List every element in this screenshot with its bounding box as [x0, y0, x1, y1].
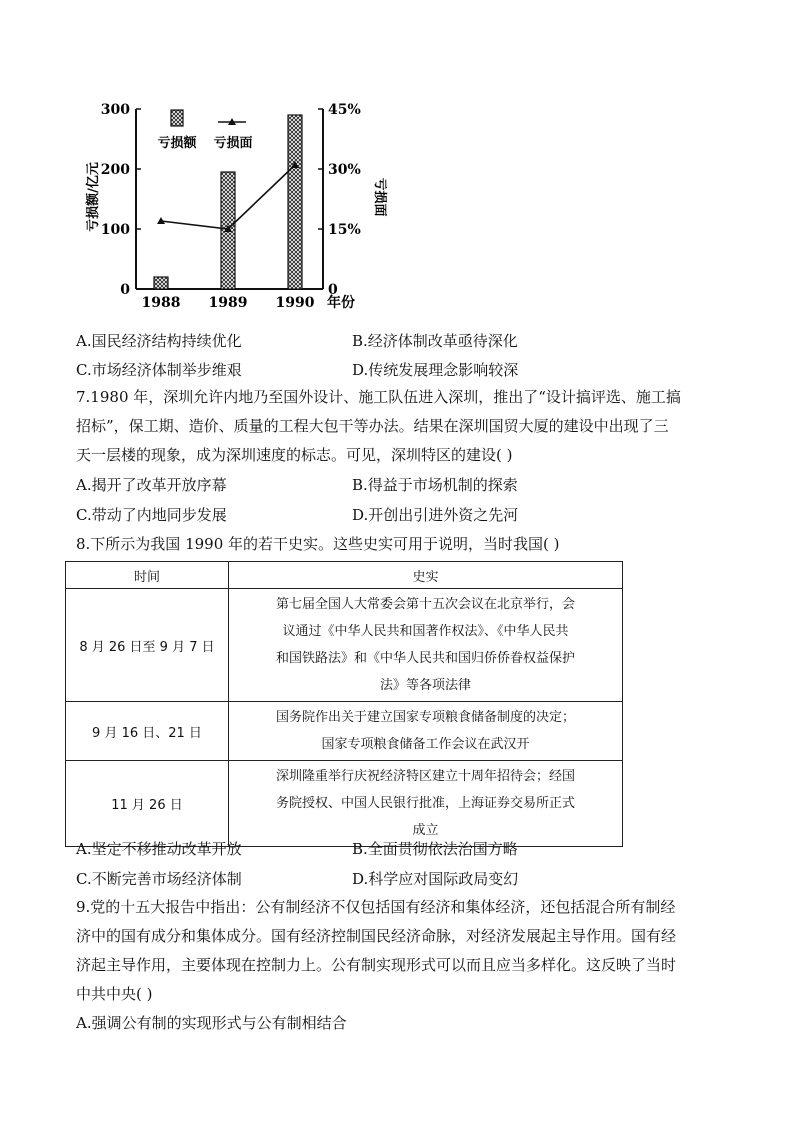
q9-stem — [76, 893, 726, 1009]
q9-option-a[interactable]: A.强调公有制的实现形式与公有制相结合 — [76, 1014, 347, 1032]
loss-rate-point — [157, 217, 165, 224]
q9-stem-line: 济中的国有成分和集体成分。国有经济控制国民经济命脉，对经济发展起主导作用。国有经 — [76, 927, 677, 945]
fact-line: 国务院作出关于建立国家专项粮食储备制度的决定； — [275, 710, 575, 725]
q7-stem — [76, 383, 726, 470]
q6-option-b[interactable]: B.经济体制改革亟待深化 — [352, 332, 518, 350]
q7-option-a[interactable]: A.揭开了改革开放序幕 — [76, 476, 227, 494]
table-header-fact: 史实 — [229, 562, 623, 589]
left-tick-label: 0 — [120, 282, 130, 298]
left-axis-title: 亏损额/亿元 — [86, 162, 101, 232]
legend-bar-label: 亏损额 — [157, 136, 197, 151]
q7-option-c[interactable]: C.带动了内地同步发展 — [76, 506, 227, 524]
category-label: 1990 — [275, 295, 315, 311]
q9-stem-line: 9.党的十五大报告中指出：公有制经济不仅包括国有经济和集体经济，还包括混合所有制经 — [76, 898, 676, 916]
q7-option-b[interactable]: B.得益于市场机制的探索 — [352, 476, 518, 494]
table-row — [66, 589, 623, 702]
q7-option-d[interactable]: D.开创出引进外资之先河 — [352, 506, 519, 524]
x-axis-label: 年份 — [327, 295, 355, 311]
loss-amount-bar — [154, 277, 168, 289]
q6-option-a[interactable]: A.国民经济结构持续优化 — [76, 332, 242, 350]
fact-line: 深圳隆重举行庆祝经济特区建立十周年招待会；经国 — [275, 769, 575, 784]
fact-line: 国家专项粮食储备工作会议在武汉开 — [321, 737, 530, 752]
q8-stem — [76, 530, 726, 559]
left-tick-label: 300 — [100, 102, 130, 118]
right-tick-label: 0 — [328, 282, 338, 298]
table-header-time: 时间 — [66, 562, 229, 589]
fact-line: 成立 — [412, 823, 439, 838]
right-axis-title: 亏损面 — [372, 177, 387, 217]
fact-line: 务院授权、中国人民银行批准，上海证券交易所正式 — [275, 796, 575, 811]
q9-stem-line: 济起主导作用，主要体现在控制力上。公有制实现形式可以而且应当多样化。这反映了当时 — [76, 956, 677, 974]
table-row — [66, 761, 623, 847]
q8-option-b[interactable]: B.全面贯彻依法治国方略 — [352, 840, 518, 858]
category-label: 1989 — [208, 295, 248, 311]
q7-stem-line: 天一层楼的现象，成为深圳速度的标志。可见，深圳特区的建设( ) — [76, 446, 513, 464]
table-cell-time: 9 月 16 日、21 日 — [66, 702, 229, 761]
q8-option-d[interactable]: D.科学应对国际政局变幻 — [352, 870, 519, 888]
history-facts-table — [65, 561, 623, 847]
table-cell-fact — [229, 702, 623, 761]
table-row — [66, 702, 623, 761]
table-cell-fact — [229, 589, 623, 702]
q6-option-c[interactable]: C.市场经济体制举步维艰 — [76, 361, 242, 379]
right-tick-label: 30% — [328, 162, 361, 178]
table-cell-time: 8 月 26 日至 9 月 7 日 — [66, 589, 229, 702]
q8-option-a[interactable]: A.坚定不移推动改革开放 — [76, 840, 242, 858]
legend-line-label: 亏损面 — [213, 136, 253, 151]
q7-stem-line: 招标”，保工期、造价、质量的工程大包干等办法。结果在深圳国贸大厦的建设中出现了三 — [76, 417, 669, 435]
q9-stem-line: 中共中央( ) — [76, 985, 153, 1003]
table-cell-fact — [229, 761, 623, 847]
fact-line: 法》等各项法律 — [379, 678, 471, 693]
right-tick-label: 45% — [328, 102, 361, 118]
table-header-row — [66, 562, 623, 589]
table-cell-time: 11 月 26 日 — [66, 761, 229, 847]
category-label: 1988 — [141, 295, 181, 311]
left-tick-label: 200 — [100, 162, 130, 178]
loss-chart — [88, 92, 388, 317]
chart-svg — [88, 92, 388, 317]
q8-stem-line: 8.下所示为我国 1990 年的若干史实。这些史实可用于说明，当时我国( ) — [76, 535, 560, 553]
q7-stem-line: 7.1980 年，深圳允许内地乃至国外设计、施工队伍进入深圳，推出了“设计搞评选、施工搞 — [76, 388, 681, 406]
q6-option-d[interactable]: D.传统发展理念影响较深 — [352, 361, 519, 379]
right-tick-label: 15% — [328, 222, 361, 238]
fact-line: 议通过《中华人民共和国著作权法》、《中华人民共 — [282, 624, 569, 639]
left-tick-label: 100 — [100, 222, 130, 238]
fact-line: 第七届全国人大常委会第十五次会议在北京举行，会 — [275, 597, 575, 612]
q8-option-c[interactable]: C.不断完善市场经济体制 — [76, 870, 242, 888]
fact-line: 和国铁路法》和《中华人民共和国归侨侨眷权益保护 — [275, 651, 575, 666]
loss-amount-bar — [288, 115, 302, 289]
legend-bar-swatch — [171, 110, 183, 126]
